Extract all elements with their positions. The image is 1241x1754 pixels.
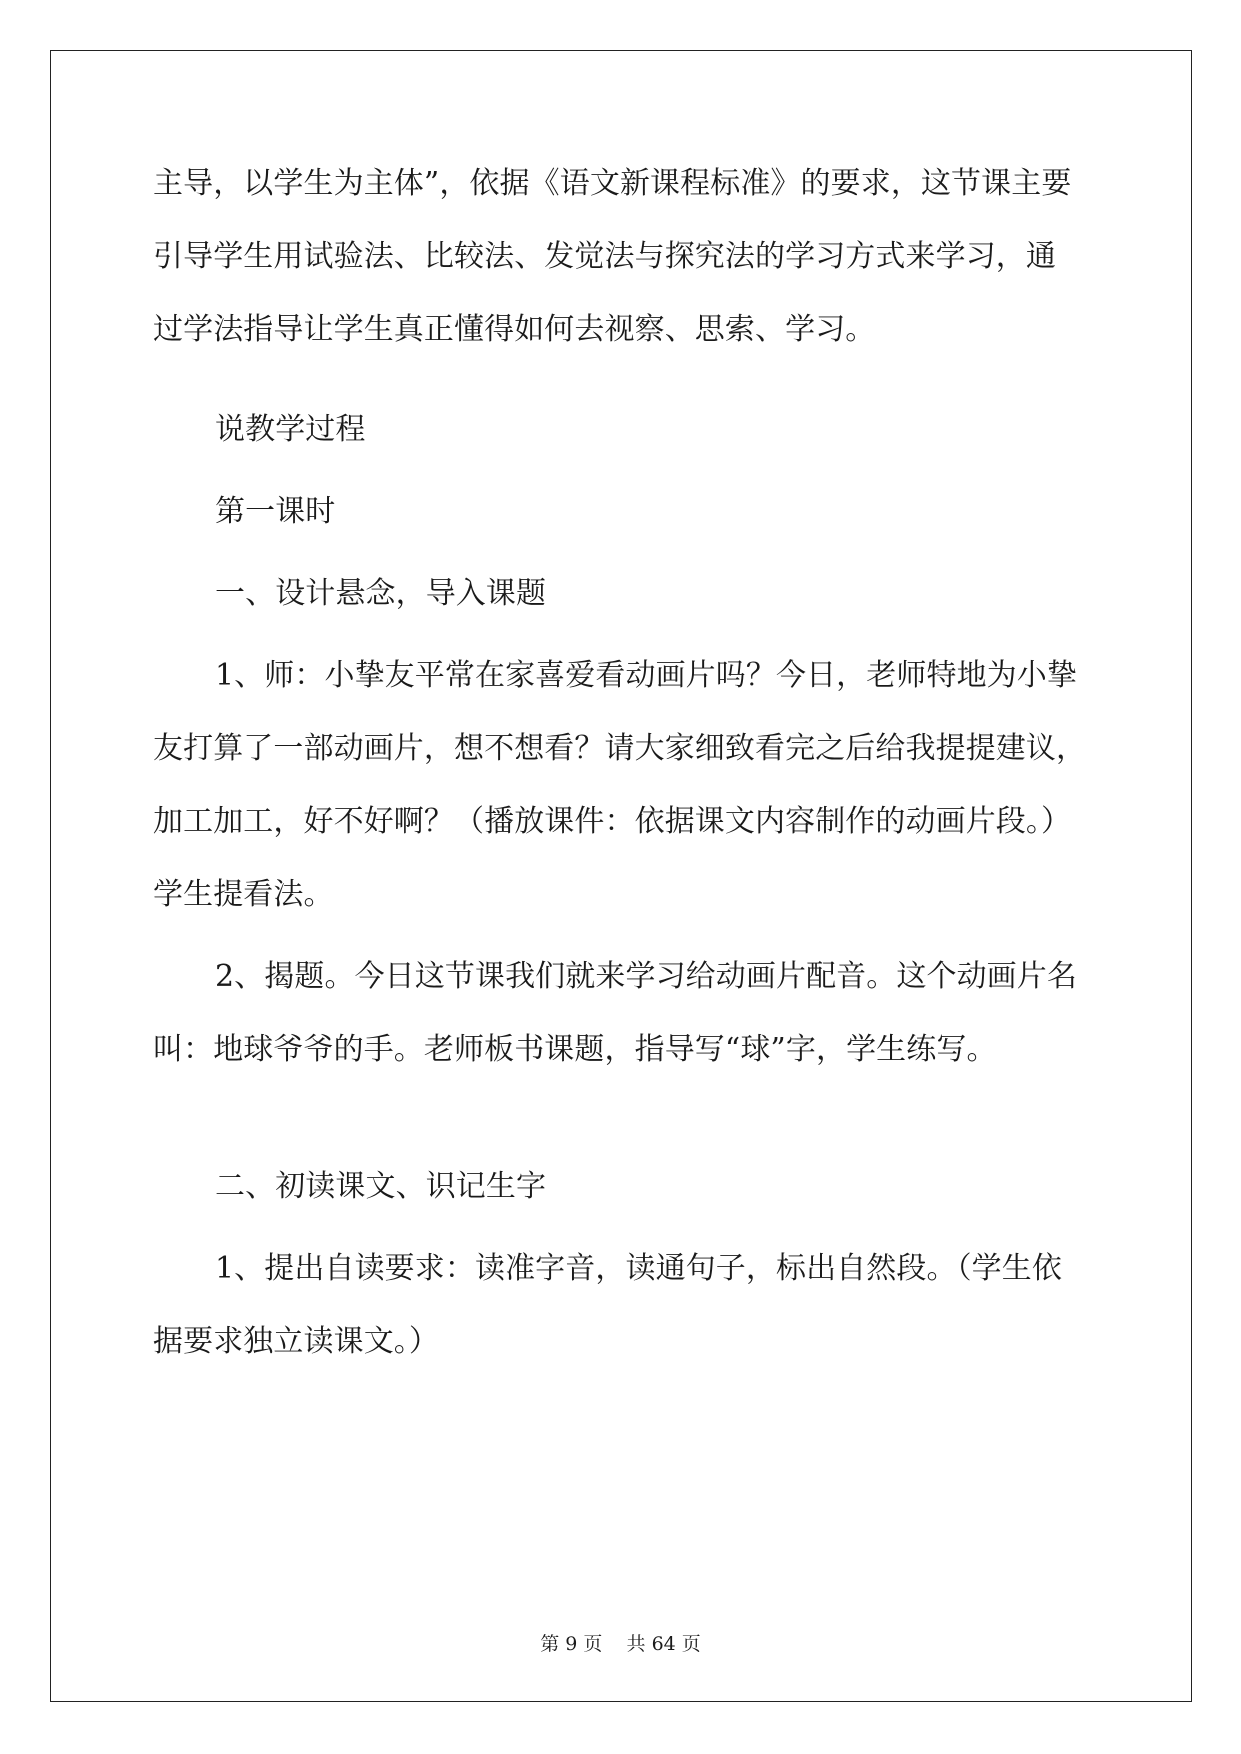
text-line: 引导学生用试验法、比较法、发觉法与探究法的学习方式来学习，通 — [153, 239, 1056, 274]
section-heading: 说教学过程 — [215, 412, 366, 447]
text-line: 加工加工，好不好啊？（播放课件：依据课文内容制作的动画片段。） — [153, 804, 1072, 839]
page-footer — [0, 1632, 1241, 1656]
text-line: 友打算了一部动画片，想不想看？请大家细致看完之后给我提提建议， — [153, 731, 1087, 766]
text-line: 2、揭题。今日这节课我们就来学习给动画片配音。这个动画片名 — [215, 959, 1077, 994]
page-number: 第 9 页 — [540, 1633, 603, 1655]
text-line: 过学法指导让学生真正懂得如何去视察、思索、学习。 — [153, 312, 876, 347]
text-line: 据要求独立读课文。） — [153, 1324, 439, 1359]
section-heading: 一、设计悬念，导入课题 — [215, 576, 547, 611]
page-total: 共 64 页 — [626, 1633, 701, 1655]
text-line: 主导，以学生为主体”，依据《语文新课程标准》的要求，这节课主要 — [153, 166, 1072, 201]
text-line: 学生提看法。 — [153, 877, 334, 912]
section-heading: 第一课时 — [215, 494, 336, 529]
text-line: 1、师：小挚友平常在家喜爱看动画片吗？今日，老师特地为小挚 — [215, 658, 1077, 693]
section-heading: 二、初读课文、识记生字 — [215, 1169, 547, 1204]
text-line: 叫：地球爷爷的手。老师板书课题，指导写“球”字，学生练写。 — [153, 1032, 997, 1067]
text-line: 1、提出自读要求：读准字音，读通句子，标出自然段。（学生依 — [215, 1251, 1062, 1286]
